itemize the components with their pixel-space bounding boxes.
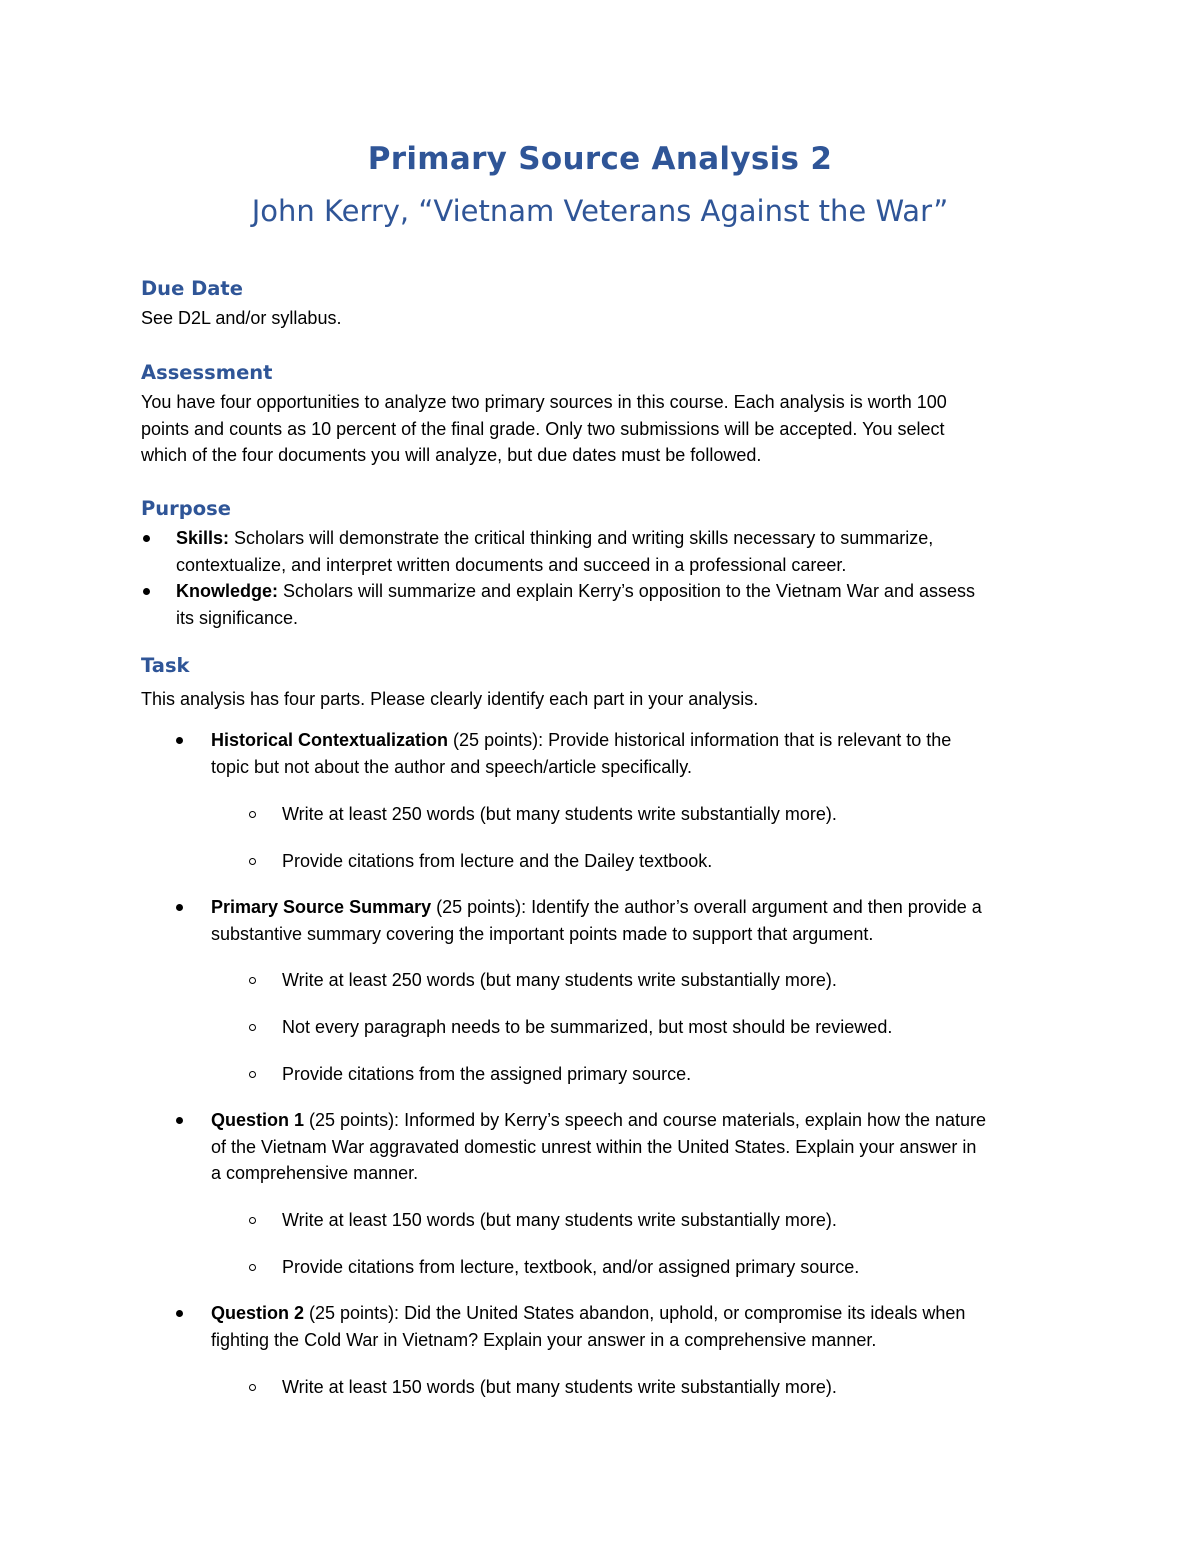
bullet-icon <box>143 535 150 542</box>
task-part-requirement: Write at least 250 words (but many students write substantially more). <box>282 970 837 990</box>
sub-bullet-icon <box>249 1024 256 1031</box>
task-part-text: of the Vietnam War aggravated domestic unrest within the United States. Explain your answer in <box>211 1136 977 1157</box>
sub-bullet-icon <box>249 1217 256 1224</box>
assessment-text <box>141 389 947 469</box>
page-subtitle: John Kerry, “Vietnam Veterans Against the War” <box>251 194 949 228</box>
bullet-icon <box>176 1117 183 1124</box>
bullet-icon <box>176 1310 183 1317</box>
task-part-text: a comprehensive manner. <box>211 1163 419 1183</box>
sub-bullet-icon <box>249 858 256 865</box>
purpose-item-label: Knowledge: <box>176 581 278 601</box>
task-part-requirement: Write at least 150 words (but many students write substantially more). <box>282 1210 837 1230</box>
task-part-question-2 <box>211 1300 965 1353</box>
purpose-item-knowledge <box>176 578 975 631</box>
task-part-label: Question 2 <box>211 1303 305 1323</box>
due-date-heading: Due Date <box>141 277 243 300</box>
sub-bullet-icon <box>249 811 256 818</box>
purpose-item-label: Skills: <box>176 528 230 548</box>
task-part-requirement: Provide citations from the assigned primary source. <box>282 1064 692 1084</box>
bullet-icon <box>176 737 183 744</box>
task-part-primary-source-summary <box>211 894 982 947</box>
bullet-icon <box>176 904 183 911</box>
sub-bullet-icon <box>249 1384 256 1391</box>
sub-bullet-icon <box>249 977 256 984</box>
task-part-requirement: Provide citations from lecture, textbook, and/or assigned primary source. <box>282 1257 860 1277</box>
task-heading: Task <box>141 654 190 677</box>
task-part-requirement: Write at least 250 words (but many students write substantially more). <box>282 804 837 824</box>
task-part-label: Question 1 <box>211 1110 305 1130</box>
task-part-requirement: Not every paragraph needs to be summarized, but most should be reviewed. <box>282 1017 893 1037</box>
task-part-points: (25 points): <box>304 1303 400 1323</box>
task-part-requirement: Write at least 150 words (but many students write substantially more). <box>282 1377 837 1397</box>
task-part-text: Informed by Kerry’s speech and course materials, explain how the nature <box>399 1110 987 1130</box>
task-part-label: Primary Source Summary <box>211 897 432 917</box>
assessment-heading: Assessment <box>141 361 273 384</box>
assessment-line: points and counts as 10 percent of the final grade. Only two submissions will be accepted. You select <box>141 418 945 439</box>
purpose-item-text: Scholars will summarize and explain Kerry’s opposition to the Vietnam War and assess <box>278 581 975 601</box>
purpose-item-text: its significance. <box>176 607 299 628</box>
task-part-text: substantive summary covering the important points made to support that argument. <box>211 923 874 944</box>
assessment-line: You have four opportunities to analyze two primary sources in this course. Each analysis is worth 100 <box>141 392 947 412</box>
bullet-icon <box>143 588 150 595</box>
purpose-heading: Purpose <box>141 497 231 520</box>
assessment-line: which of the four documents you will analyze, but due dates must be followed. <box>141 445 762 465</box>
task-part-question-1 <box>211 1107 986 1187</box>
task-part-historical-contextualization <box>211 727 951 780</box>
task-part-text: topic but not about the author and speech/article specifically. <box>211 756 692 777</box>
task-part-text: Identify the author’s overall argument and then provide a <box>526 897 982 917</box>
task-part-label: Historical Contextualization <box>211 730 449 750</box>
task-part-points: (25 points): <box>448 730 544 750</box>
task-part-text: Did the United States abandon, uphold, or compromise its ideals when <box>399 1303 966 1323</box>
due-date-text: See D2L and/or syllabus. <box>141 308 342 328</box>
task-intro: This analysis has four parts. Please clearly identify each part in your analysis. <box>141 689 759 709</box>
page-title: Primary Source Analysis 2 <box>367 141 833 177</box>
task-part-text: Provide historical information that is relevant to the <box>543 730 952 750</box>
task-part-requirement: Provide citations from lecture and the Dailey textbook. <box>282 851 713 871</box>
purpose-item-text: Scholars will demonstrate the critical thinking and writing skills necessary to summarize, <box>229 528 934 548</box>
sub-bullet-icon <box>249 1264 256 1271</box>
purpose-item-text: contextualize, and interpret written documents and succeed in a professional career. <box>176 554 847 575</box>
task-part-points: (25 points): <box>304 1110 400 1130</box>
task-part-points: (25 points): <box>431 897 527 917</box>
sub-bullet-icon <box>249 1071 256 1078</box>
purpose-item-skills <box>176 525 933 578</box>
task-part-text: fighting the Cold War in Vietnam? Explain your answer in a comprehensive manner. <box>211 1329 877 1350</box>
